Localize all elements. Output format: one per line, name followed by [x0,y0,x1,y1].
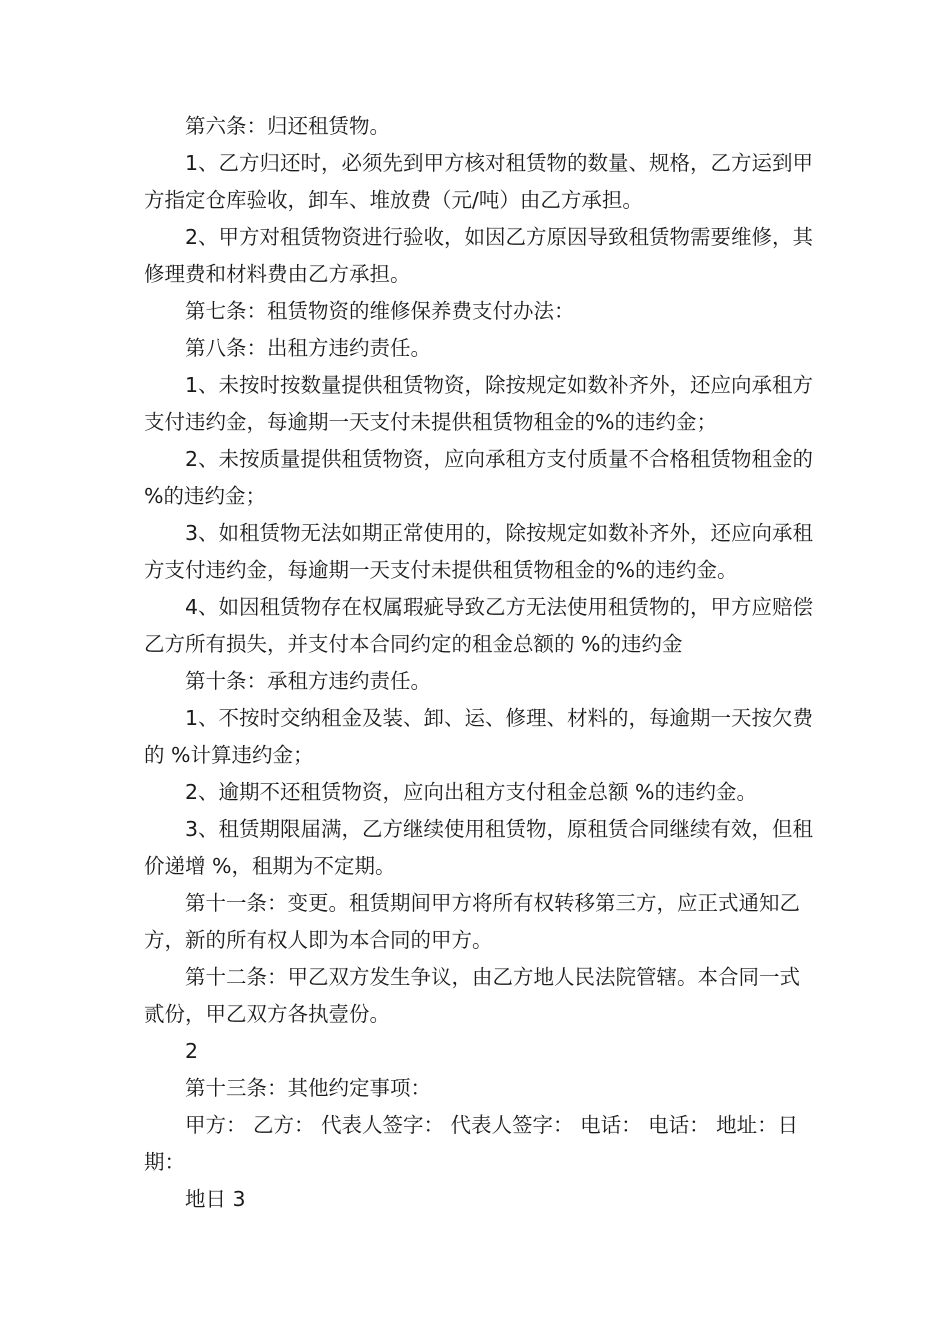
article-10-heading: 第十条：承租方违约责任。 [185,669,431,693]
article-8-clause-4: 4、如因租赁物存在权属瑕疵导致乙方无法使用租赁物的，甲方应赔偿乙方所有损失，并支付本合同约定的租金总额的 %的违约金 [144,595,814,656]
article-6-clause-2: 2、甲方对租赁物资进行验收，如因乙方原因导致租赁物需要维修，其修理费和材料费由乙方承担。 [144,225,814,286]
article-8-clause-3: 3、如租赁物无法如期正常使用的，除按规定如数补齐外，还应向承租方支付违约金，每逾期一天支付未提供租赁物租金的%的违约金。 [144,521,814,582]
article-11: 第十一条：变更。租赁期间甲方将所有权转移第三方，应正式通知乙方，新的所有权人即为本合同的甲方。 [144,891,800,952]
signature-fields: 甲方： 乙方： 代表人签字： 代表人签字： 电话： 电话： 地址：日期： [144,1113,799,1174]
page-number-2: 2 [185,1039,199,1063]
article-8-heading: 第八条：出租方违约责任。 [185,336,431,360]
article-7-heading: 第七条：租赁物资的维修保养费支付办法： [185,299,575,323]
article-12: 第十二条：甲乙双方发生争议，由乙方地人民法院管辖。本合同一式贰份，甲乙双方各执壹份。 [144,965,800,1026]
article-10-clause-3: 3、租赁期限届满，乙方继续使用租赁物，原租赁合同继续有效，但租价递增 %，租期为不定期。 [144,817,814,878]
article-10-clause-1: 1、不按时交纳租金及装、卸、运、修理、材料的，每逾期一天按欠费的 %计算违约金； [144,706,814,767]
page-number-3: 地日 3 [185,1187,246,1211]
article-6-heading: 第六条：归还租赁物。 [185,114,390,138]
article-8-clause-1: 1、未按时按数量提供租赁物资，除按规定如数补齐外，还应向承租方支付违约金，每逾期一天支付未提供租赁物租金的%的违约金； [144,373,814,434]
document-page [144,108,820,1218]
article-6-clause-1: 1、乙方归还时，必须先到甲方核对租赁物的数量、规格，乙方运到甲方指定仓库验收，卸车、堆放费（元/吨）由乙方承担。 [144,151,814,212]
article-8-clause-2: 2、未按质量提供租赁物资，应向承租方支付质量不合格租赁物租金的 %的违约金； [144,447,820,508]
article-10-clause-2: 2、逾期不还租赁物资，应向出租方支付租金总额 %的违约金。 [185,780,758,804]
article-13-heading: 第十三条：其他约定事项： [185,1076,431,1100]
